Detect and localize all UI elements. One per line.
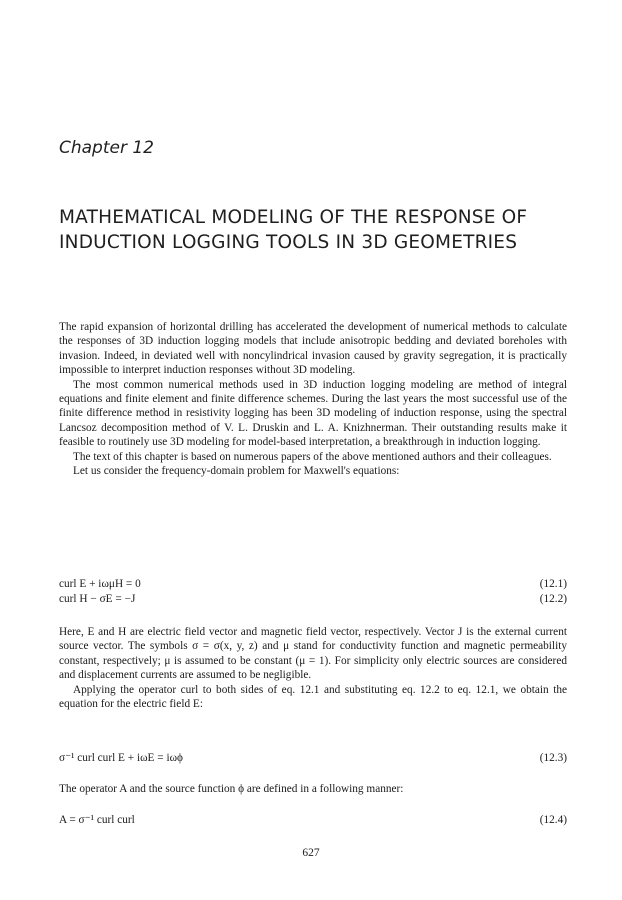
- paragraph-intro: The rapid expansion of horizontal drilling has accelerated the development of numerical methods to calculate the responses of 3D induction logging models that include anisotropic bedding and deviated boreholes with invasion. Indeed, in deviated well with noncylindrical invasion caused by gravity segregation, it is practically impossible to interpret induction responses without 3D modeling.: [59, 321, 567, 377]
- equation-formula: σ⁻¹ curl curl E + iωE = iωϕ: [59, 752, 183, 764]
- equation-12-4: [59, 813, 567, 828]
- body-block-3: [59, 782, 567, 796]
- page-number: 627: [302, 847, 320, 859]
- chapter-label: Chapter 12: [59, 138, 155, 158]
- paragraph-derivation: Applying the operator curl to both sides of eq. 12.1 and substituting eq. 12.2 to eq. 12.1, we obtain the equation for the electric field E:: [59, 683, 567, 711]
- paragraph-definitions: Here, E and H are electric field vector and magnetic field vector, respectively. Vector J is the external current source vector. The symbols σ = σ(x, y, z) and μ stand for conductivity function and magnetic permeability constant, respectively; μ is assumed to be constant (μ = 1). For simplicity only electric sources are considered and displacement currents are assumed to be negligible.: [59, 626, 567, 682]
- equation-number: (12.1): [539, 578, 567, 590]
- equation-12-3: [59, 751, 567, 766]
- equation-formula: curl H − σE = −J: [59, 593, 136, 605]
- equation-number: (12.3): [539, 752, 567, 764]
- equation-formula: A = σ⁻¹ curl curl: [59, 814, 135, 826]
- body-block-1: [59, 320, 567, 478]
- equation-formula: curl E + iωμH = 0: [59, 578, 141, 590]
- equation-number: (12.2): [539, 593, 567, 605]
- equation-12-2: [59, 592, 567, 607]
- paragraph-problem-intro: Let us consider the frequency-domain problem for Maxwell's equations:: [73, 465, 400, 478]
- paragraph-sources: The text of this chapter is based on numerous papers of the above mentioned authors and their colleagues.: [73, 450, 552, 463]
- chapter-title: MATHEMATICAL MODELING OF THE RESPONSE OF INDUCTION LOGGING TOOLS IN 3D GEOMETRIES: [59, 207, 528, 253]
- body-block-2: [59, 625, 567, 711]
- equation-number: (12.4): [539, 814, 567, 826]
- paragraph-operator: The operator A and the source function ϕ are defined in a following manner:: [59, 783, 404, 795]
- equation-12-1: [59, 577, 567, 592]
- paragraph-methods: The most common numerical methods used in 3D induction logging modeling are method of integral equations and finite element and finite difference schemes. During the last years the most successful use of the finite difference method in resistivity logging has been 3D modeling of induction response, using the spectral Lancsoz decomposition method of V. L. Druskin and L. A. Knizhnerman. Their outstanding results make it feasible to routinely use 3D modeling for model-based interpretation, a breakthrough in induction logging.: [59, 378, 567, 449]
